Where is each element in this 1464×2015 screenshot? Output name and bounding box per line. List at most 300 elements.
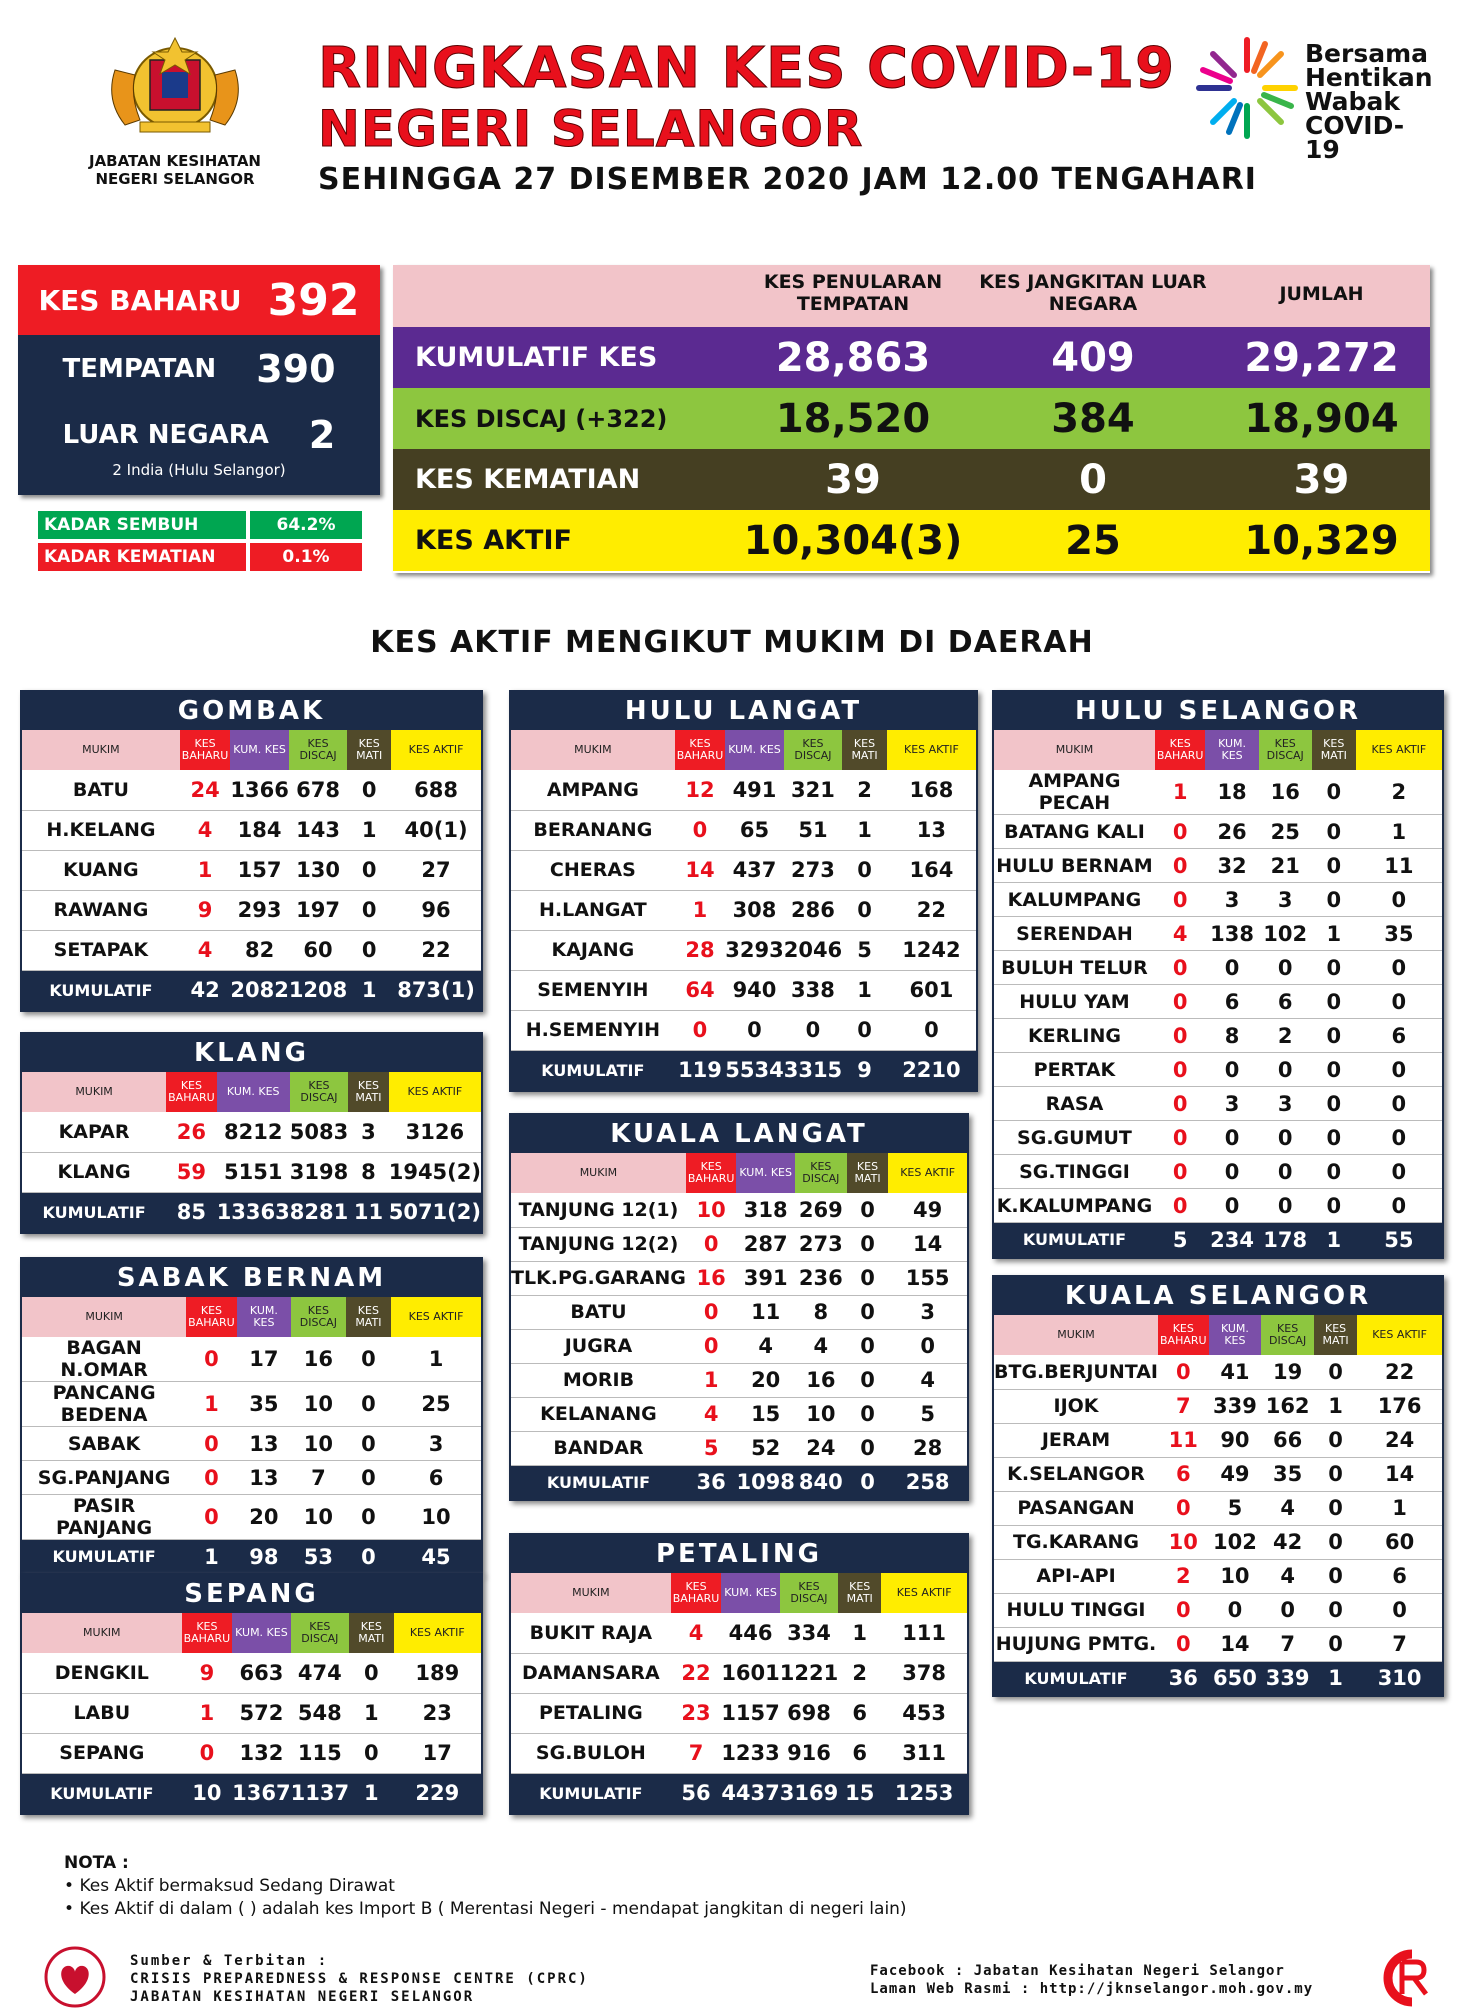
cell-aktif: 1 (391, 1337, 481, 1382)
table-row (994, 1019, 1442, 1053)
cell-discaj: 7 (291, 1461, 346, 1495)
cell-mati: 0 (347, 770, 391, 810)
cell-discaj: 269 (795, 1193, 847, 1227)
cell-discaj: 678 (289, 770, 347, 810)
column-header-mukim: MUKIM (511, 1153, 686, 1193)
column-header-mukim: MUKIM (511, 1573, 671, 1613)
cell-baharu: 0 (686, 1295, 737, 1329)
cell-kum: 90 (1209, 1423, 1262, 1457)
cell-kum: 3 (1205, 883, 1258, 917)
footer-contacts (870, 1962, 1313, 1998)
cell-mati: 0 (842, 1010, 887, 1050)
cell-kum: 0 (1205, 951, 1258, 985)
cell-mukim: HULU TINGGI (994, 1593, 1158, 1627)
cell-kum: 940 (725, 970, 783, 1010)
local-cases: TEMPATAN 390 (62, 347, 336, 391)
cell-mati: 0 (346, 1461, 391, 1495)
cell-kum: 1367 (232, 1773, 290, 1813)
website-text: Laman Web Rasmi : http://jknselangor.moh.gov.my (870, 1981, 1314, 1997)
cell-mati: 0 (1314, 1355, 1357, 1389)
table-row (994, 1155, 1442, 1189)
cell-aktif: 2 (1356, 770, 1442, 815)
district-title: SABAK BERNAM (116, 1263, 387, 1293)
cell-kum: 10 (1209, 1559, 1262, 1593)
cell-aktif: 22 (1357, 1355, 1442, 1389)
column-header-mati: KES MATI (838, 1573, 881, 1613)
cell-aktif: 40(1) (391, 810, 481, 850)
column-header-aktif: KES AKTIF (888, 1153, 967, 1193)
cell-mukim: KUMULATIF (22, 1192, 166, 1232)
cell-kum: 17 (237, 1337, 291, 1382)
cell-discaj: 0 (1259, 1189, 1312, 1223)
cumulative-row (994, 1223, 1442, 1257)
cell-discaj: 19 (1261, 1355, 1314, 1389)
cell-aktif: 96 (391, 890, 481, 930)
cell-mukim: LABU (22, 1693, 182, 1733)
cell-aktif: 0 (1356, 1121, 1442, 1155)
cell-mukim: PANCANG BEDENA (22, 1382, 186, 1427)
cell-discaj: 60 (289, 930, 347, 970)
cell-aktif: 0 (1356, 951, 1442, 985)
cell-baharu: 10 (686, 1193, 737, 1227)
cell-kum: 650 (1209, 1661, 1262, 1695)
cell-baharu: 28 (675, 930, 726, 970)
cell-mukim: PERTAK (994, 1053, 1155, 1087)
import-cases: LUAR NEGARA 2 (62, 413, 336, 457)
cell-mati: 0 (1312, 1155, 1356, 1189)
cell-mati: 0 (346, 1495, 391, 1540)
table-row (511, 1431, 967, 1465)
cell-mukim: KUMULATIF (994, 1223, 1155, 1257)
footer-source: Sumber & Terbitan : CRISIS PREPAREDNESS & RESPONSE CENTRE (CPRC) JABATAN KESIHATAN NEGERI SELANGOR (40, 1946, 110, 2012)
cell-baharu: 0 (1158, 1355, 1209, 1389)
cell-mati: 0 (1312, 985, 1356, 1019)
cell-aktif: 0 (1356, 883, 1442, 917)
cell-kum: 5 (1209, 1491, 1262, 1525)
cell-mukim: TLK.PG.GARANG (511, 1261, 686, 1295)
cell-mukim: KUANG (22, 850, 180, 890)
cell-discaj: 4 (1261, 1491, 1314, 1525)
cell-kum: 339 (1209, 1389, 1262, 1423)
table-row (511, 770, 976, 810)
cell-baharu: 7 (1158, 1389, 1209, 1423)
summary-table (393, 265, 1430, 573)
cell-kum: 0 (1205, 1155, 1258, 1189)
cell-aktif: 310 (1357, 1661, 1442, 1695)
cell-aktif: 1253 (881, 1773, 967, 1813)
cell-kum: 4437 (721, 1773, 779, 1813)
table-row (511, 1010, 976, 1050)
cell-baharu: 22 (671, 1653, 722, 1693)
table-row (511, 1653, 967, 1693)
starburst-icon (1195, 36, 1300, 141)
cell-mukim: SG.TINGGI (994, 1155, 1155, 1189)
cell-aktif: 3 (391, 1427, 481, 1461)
cell-aktif: 0 (887, 1010, 976, 1050)
cell-mati: 1 (349, 1693, 393, 1733)
cell-baharu: 12 (675, 770, 726, 810)
cell-mukim: CHERAS (511, 850, 675, 890)
cell-aktif: 6 (391, 1461, 481, 1495)
cell-baharu: 56 (671, 1773, 722, 1813)
table-row (994, 1121, 1442, 1155)
column-header-mukim: MUKIM (22, 730, 180, 770)
table-row (22, 930, 481, 970)
cell-mukim: BATU (22, 770, 180, 810)
cumulative-row (22, 1540, 481, 1574)
cell-discaj: 1221 (780, 1653, 838, 1693)
cell-discaj: 273 (784, 850, 842, 890)
cell-discaj: 0 (1259, 1155, 1312, 1189)
cell-baharu: 1 (1155, 770, 1206, 815)
table-row (511, 1733, 967, 1773)
cell-mati: 0 (1314, 1491, 1357, 1525)
cell-aktif: 111 (881, 1613, 967, 1653)
cell-mukim: H.KELANG (22, 810, 180, 850)
cell-kum: 20 (736, 1363, 794, 1397)
table-row (22, 850, 481, 890)
cell-kum: 234 (1205, 1223, 1258, 1257)
new-cases-panel (18, 265, 380, 495)
cell-mati: 0 (1314, 1627, 1357, 1661)
column-header-aktif: KES AKTIF (1357, 1315, 1442, 1355)
cell-mati: 0 (346, 1540, 391, 1574)
cell-baharu: 0 (686, 1227, 737, 1261)
cell-baharu: 0 (1155, 1121, 1206, 1155)
table-row (22, 1495, 481, 1540)
cell-discaj: 0 (1259, 1053, 1312, 1087)
cell-aktif: 27 (391, 850, 481, 890)
cell-discaj: 474 (291, 1653, 349, 1693)
cell-mukim: TG.KARANG (994, 1525, 1158, 1559)
table-row (994, 1457, 1442, 1491)
cell-baharu: 0 (1155, 849, 1206, 883)
cell-kum: 491 (725, 770, 783, 810)
cumulative-row (511, 1773, 967, 1813)
cell-aktif: 1 (1356, 815, 1442, 849)
table-row (511, 970, 976, 1010)
column-header-mukim: MUKIM (22, 1613, 182, 1653)
cell-mati: 1 (1314, 1389, 1357, 1423)
health-ministry-badge-icon (40, 1946, 110, 2008)
cell-aktif: 311 (881, 1733, 967, 1773)
column-header-mati: KES MATI (349, 1613, 393, 1653)
cell-discaj: 25 (1259, 815, 1312, 849)
cell-discaj: 338 (784, 970, 842, 1010)
cell-baharu: 5 (1155, 1223, 1206, 1257)
cell-kum: 1601 (721, 1653, 779, 1693)
cell-kum: 157 (230, 850, 288, 890)
cell-discaj: 10 (291, 1495, 346, 1540)
cell-discaj: 8281 (290, 1192, 348, 1232)
cell-mati: 1 (842, 970, 887, 1010)
cell-baharu: 0 (1155, 1155, 1206, 1189)
cell-discaj: 16 (1259, 770, 1312, 815)
column-header-baharu: KES BAHARU (675, 730, 726, 770)
table-row (511, 1227, 967, 1261)
report-date: SEHINGGA 27 DISEMBER 2020 JAM 12.00 TENGAHARI (318, 162, 1257, 197)
table-row (22, 1152, 481, 1192)
cell-aktif: 25 (391, 1382, 481, 1427)
cell-mati: 0 (847, 1397, 889, 1431)
cell-baharu: 0 (1155, 1019, 1206, 1053)
table-row (994, 951, 1442, 985)
cell-discaj: 916 (780, 1733, 838, 1773)
district-table-klang (20, 1032, 483, 1234)
note-item: • Kes Aktif di dalam ( ) adalah kes Import B ( Merentasi Negeri - mendapat jangkitan di negeri lain) (64, 1899, 907, 1919)
cell-mukim: HUJUNG PMTG. (994, 1627, 1158, 1661)
cell-kum: 102 (1209, 1525, 1262, 1559)
cell-discaj: 698 (780, 1693, 838, 1733)
cell-kum: 14 (1209, 1627, 1262, 1661)
cell-aktif: 2210 (887, 1050, 976, 1090)
cell-mati: 0 (1314, 1423, 1357, 1457)
cell-kum: 572 (232, 1693, 290, 1733)
cell-kum: 52 (736, 1431, 794, 1465)
cell-baharu: 0 (1155, 985, 1206, 1019)
cell-baharu: 14 (675, 850, 726, 890)
cell-aktif: 60 (1357, 1525, 1442, 1559)
cell-discaj: 162 (1261, 1389, 1314, 1423)
cell-baharu: 10 (1158, 1525, 1209, 1559)
cell-discaj: 3 (1259, 1087, 1312, 1121)
column-header-aktif: KES AKTIF (391, 730, 481, 770)
summary-row-cumulative: KUMULATIF KES 28,863 409 29,272 (393, 327, 1430, 388)
cell-kum: 5534 (725, 1050, 783, 1090)
cell-baharu: 5 (686, 1431, 737, 1465)
column-header-baharu: KES BAHARU (182, 1613, 233, 1653)
cell-mukim: JERAM (994, 1423, 1158, 1457)
table-row (22, 1693, 481, 1733)
cumulative-row (511, 1050, 976, 1090)
table-row (511, 1397, 967, 1431)
cell-mukim: AMPANG PECAH (994, 770, 1155, 815)
column-header-baharu: KES BAHARU (671, 1573, 722, 1613)
cell-discaj: 4 (1261, 1559, 1314, 1593)
cell-kum: 0 (1205, 1053, 1258, 1087)
column-header-kum: KUM. KES (230, 730, 288, 770)
cell-mukim: KALUMPANG (994, 883, 1155, 917)
cell-kum: 663 (232, 1653, 290, 1693)
cell-discaj: 0 (1259, 951, 1312, 985)
cell-discaj: 115 (291, 1733, 349, 1773)
table-row (22, 1382, 481, 1427)
cell-mati: 0 (1314, 1593, 1357, 1627)
table-row (994, 1087, 1442, 1121)
table-row (511, 850, 976, 890)
cell-kum: 13 (237, 1461, 291, 1495)
column-header-kum: KUM. KES (721, 1573, 779, 1613)
cell-baharu: 0 (1155, 815, 1206, 849)
cell-aktif: 229 (394, 1773, 481, 1813)
cell-mati: 11 (348, 1192, 389, 1232)
cell-discaj: 0 (1261, 1593, 1314, 1627)
table-row (511, 1193, 967, 1227)
cell-mati: 0 (1312, 1189, 1356, 1223)
column-header-baharu: KES BAHARU (1158, 1315, 1209, 1355)
column-header-mati: KES MATI (347, 730, 391, 770)
district-table-sepang (20, 1573, 483, 1815)
cell-baharu: 1 (186, 1382, 237, 1427)
summary-row-discharged: KES DISCAJ (+322) 18,520 384 18,904 (393, 388, 1430, 449)
cell-aktif: 5071(2) (389, 1192, 481, 1232)
cell-mukim: K.KALUMPANG (994, 1189, 1155, 1223)
cell-mati: 0 (847, 1261, 889, 1295)
cumulative-row (22, 1773, 481, 1813)
cell-aktif: 55 (1356, 1223, 1442, 1257)
table-row (994, 1053, 1442, 1087)
cell-mukim: KERLING (994, 1019, 1155, 1053)
cell-mukim: BERANANG (511, 810, 675, 850)
cell-kum: 98 (237, 1540, 291, 1574)
cell-mukim: SG.PANJANG (22, 1461, 186, 1495)
campaign-text: Bersama Hentikan Wabak COVID-19 (1305, 39, 1433, 164)
cell-kum: 18 (1205, 770, 1258, 815)
cell-mati: 0 (1312, 815, 1356, 849)
cell-discaj: 3169 (780, 1773, 838, 1813)
section-title: KES AKTIF MENGIKUT MUKIM DI DAERAH (370, 625, 1094, 660)
cell-aktif: 23 (394, 1693, 481, 1733)
column-header-mukim: MUKIM (994, 1315, 1158, 1355)
cell-kum: 41 (1209, 1355, 1262, 1389)
column-header-aktif: KES AKTIF (389, 1072, 481, 1112)
cell-mati: 6 (838, 1693, 881, 1733)
summary-row-deaths: KES KEMATIAN 39 0 39 (393, 449, 1430, 510)
table-row (994, 883, 1442, 917)
district-title: SEPANG (184, 1579, 319, 1609)
page-title-state: NEGERI SELANGOR (318, 100, 864, 158)
column-header-mukim: MUKIM (22, 1297, 186, 1337)
cell-mati: 0 (349, 1653, 393, 1693)
cell-kum: 26 (1205, 815, 1258, 849)
cell-mati: 0 (847, 1431, 889, 1465)
recovery-rate: KADAR SEMBUH 64.2% (38, 511, 362, 539)
cell-baharu: 26 (166, 1112, 217, 1152)
cell-kum: 20 (237, 1495, 291, 1540)
cell-mati: 0 (847, 1465, 889, 1499)
cell-discaj: 102 (1259, 917, 1312, 951)
cell-mati: 0 (349, 1733, 393, 1773)
cell-baharu: 0 (1155, 1189, 1206, 1223)
cell-mukim: HULU YAM (994, 985, 1155, 1019)
cell-kum: 11 (736, 1295, 794, 1329)
cell-aktif: 0 (888, 1329, 967, 1363)
cell-kum: 0 (1209, 1593, 1262, 1627)
cell-kum: 446 (721, 1613, 779, 1653)
column-header-aktif: KES AKTIF (1356, 730, 1442, 770)
column-header-discaj: KES DISCAJ (291, 1613, 349, 1653)
cell-discaj: 339 (1261, 1661, 1314, 1695)
campaign-logo (1195, 36, 1435, 164)
cell-mukim: AMPANG (511, 770, 675, 810)
cell-mukim: SEMENYIH (511, 970, 675, 1010)
cell-mukim: KUMULATIF (511, 1050, 675, 1090)
cell-aktif: 1242 (887, 930, 976, 970)
column-header-mati: KES MATI (1314, 1315, 1357, 1355)
table-row (22, 1461, 481, 1495)
cell-mati: 0 (1312, 1121, 1356, 1155)
table-row (511, 1693, 967, 1733)
column-header-baharu: KES BAHARU (186, 1297, 237, 1337)
cell-kum: 0 (1205, 1121, 1258, 1155)
cell-baharu: 0 (1158, 1491, 1209, 1525)
cell-kum: 293 (230, 890, 288, 930)
column-header-baharu: KES BAHARU (1155, 730, 1206, 770)
table-row (994, 815, 1442, 849)
cell-mukim: KUMULATIF (511, 1773, 671, 1813)
cell-baharu: 2 (1158, 1559, 1209, 1593)
cell-mukim: KUMULATIF (22, 1540, 186, 1574)
column-header-mukim: MUKIM (994, 730, 1155, 770)
cell-kum: 4 (736, 1329, 794, 1363)
cell-aktif: 17 (394, 1733, 481, 1773)
cell-kum: 3293 (725, 930, 783, 970)
column-header-aktif: KES AKTIF (394, 1613, 481, 1653)
cell-kum: 5151 (217, 1152, 290, 1192)
cell-baharu: 36 (1158, 1661, 1209, 1695)
column-header-kum: KUM. KES (217, 1072, 290, 1112)
cell-baharu: 23 (671, 1693, 722, 1733)
cell-mati: 1 (1312, 1223, 1356, 1257)
cell-discaj: 0 (784, 1010, 842, 1050)
cell-baharu: 0 (675, 810, 726, 850)
table-row (511, 1295, 967, 1329)
table-row (994, 1593, 1442, 1627)
cell-baharu: 0 (1155, 883, 1206, 917)
cell-baharu: 16 (686, 1261, 737, 1295)
cell-baharu: 6 (1158, 1457, 1209, 1491)
column-header-discaj: KES DISCAJ (291, 1297, 346, 1337)
cell-aktif: 164 (887, 850, 976, 890)
import-note: 2 India (Hulu Selangor) (112, 461, 286, 479)
cell-baharu: 10 (182, 1773, 233, 1813)
cell-discaj: 548 (291, 1693, 349, 1733)
cell-baharu: 42 (180, 970, 231, 1010)
cell-kum: 1157 (721, 1693, 779, 1733)
cell-aktif: 1945(2) (389, 1152, 481, 1192)
table-row (22, 1112, 481, 1152)
cell-mati: 0 (1312, 1087, 1356, 1121)
district-title: GOMBAK (177, 696, 326, 726)
district-table-hulu-langat (509, 690, 978, 1092)
cell-mukim: TANJUNG 12(2) (511, 1227, 686, 1261)
table-row (22, 1733, 481, 1773)
cell-aktif: 688 (391, 770, 481, 810)
table-row (994, 917, 1442, 951)
cell-aktif: 873(1) (391, 970, 481, 1010)
cell-mukim: PASIR PANJANG (22, 1495, 186, 1540)
cell-discaj: 0 (1259, 1121, 1312, 1155)
district-title: KUALA LANGAT (610, 1119, 868, 1149)
notes: NOTA : • Kes Aktif bermaksud Sedang Dirawat • Kes Aktif di dalam ( ) adalah kes Import B ( Merentasi Negeri - mendapat jangkitan di negeri lain) (64, 1853, 907, 1919)
table-row (511, 930, 976, 970)
cell-discaj: 4 (795, 1329, 847, 1363)
district-title: KLANG (194, 1038, 309, 1068)
cell-kum: 308 (725, 890, 783, 930)
cell-baharu: 0 (1155, 1053, 1206, 1087)
column-header-mukim: MUKIM (22, 1072, 166, 1112)
district-table-petaling (509, 1533, 969, 1815)
cell-mukim: KLANG (22, 1152, 166, 1192)
table-row (22, 770, 481, 810)
cell-discaj: 3198 (290, 1152, 348, 1192)
district-title: HULU LANGAT (624, 696, 863, 726)
cell-aktif: 378 (881, 1653, 967, 1693)
column-header-mati: KES MATI (346, 1297, 391, 1337)
cumulative-row (511, 1465, 967, 1499)
cell-discaj: 178 (1259, 1223, 1312, 1257)
district-table-hulu-selangor (992, 690, 1444, 1259)
